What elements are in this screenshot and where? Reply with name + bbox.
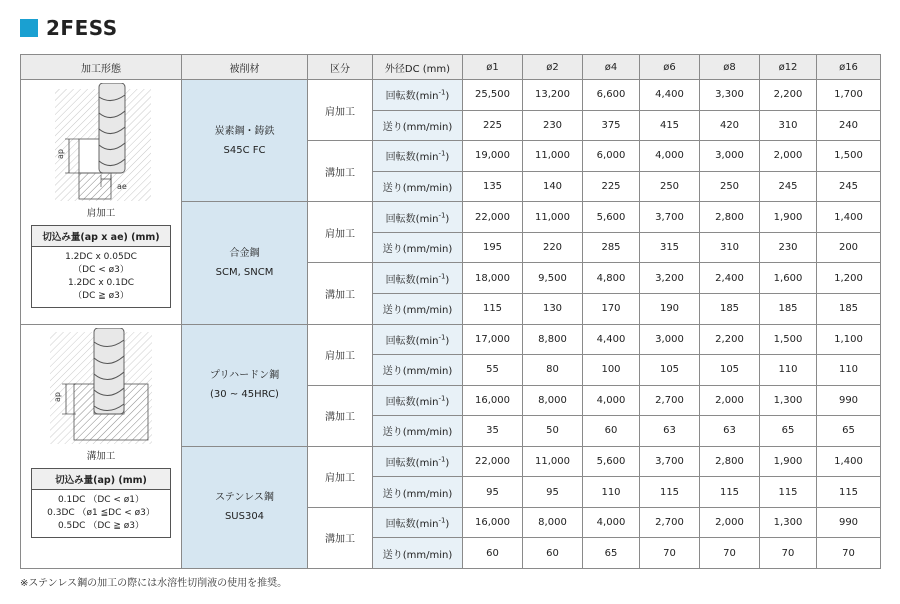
slot-milling-diagram — [46, 328, 156, 446]
feed-value: 60 — [523, 538, 583, 569]
feed-value: 315 — [640, 232, 700, 263]
rpm-unit-exponent: -1 — [438, 88, 446, 97]
rpm-value: 4,800 — [583, 263, 640, 294]
column-header: ø2 — [523, 55, 583, 80]
rpm-value: 4,400 — [583, 324, 640, 355]
feed-value: 115 — [640, 477, 700, 508]
rpm-value: 17,000 — [463, 324, 523, 355]
feed-label-cell: 送り(mm/min) — [373, 171, 463, 202]
rpm-value: 8,000 — [523, 507, 583, 538]
rpm-label: 回転数 — [385, 91, 416, 103]
rpm-unit: (min — [415, 396, 439, 408]
column-header: 被削材 — [182, 55, 308, 80]
operation-cell: 肩加工 — [308, 446, 373, 507]
feed-value: 95 — [463, 477, 523, 508]
rpm-label-cell — [373, 385, 463, 416]
feed-value: 250 — [700, 171, 760, 202]
feed-value: 135 — [463, 171, 523, 202]
shoulder-milling-diagram — [51, 83, 151, 203]
rpm-unit: (min — [415, 274, 439, 286]
rpm-label-cell — [373, 507, 463, 538]
feed-label-cell: 送り(mm/min) — [373, 538, 463, 569]
rpm-value: 2,000 — [700, 385, 760, 416]
rpm-label-cell — [373, 80, 463, 111]
rpm-unit: (min — [415, 152, 439, 164]
diagram2-depth-values — [31, 489, 171, 538]
rpm-unit-close: ) — [445, 274, 450, 286]
material-grade: SCM, SNCM — [215, 266, 274, 278]
rpm-value: 2,000 — [760, 141, 817, 172]
feed-value: 70 — [700, 538, 760, 569]
feed-value: 105 — [700, 355, 760, 386]
operation-cell: 肩加工 — [308, 80, 373, 141]
diagram2-caption: 溝加工 — [86, 450, 116, 462]
rpm-value: 9,500 — [523, 263, 583, 294]
operation-cell: 肩加工 — [308, 202, 373, 263]
ap-dimension-label: ap — [53, 391, 62, 402]
rpm-unit: (min — [415, 213, 439, 225]
rpm-label: 回転数 — [385, 213, 416, 225]
rpm-value: 22,000 — [463, 446, 523, 477]
column-header: ø1 — [463, 55, 523, 80]
rpm-label-cell — [373, 202, 463, 233]
rpm-value: 4,000 — [583, 507, 640, 538]
rpm-value: 8,000 — [523, 385, 583, 416]
feed-value: 95 — [523, 477, 583, 508]
rpm-value: 2,800 — [700, 446, 760, 477]
column-header: 区分 — [308, 55, 373, 80]
feed-value: 415 — [640, 110, 700, 141]
operation-cell: 溝加工 — [308, 507, 373, 568]
depth-line: 1.2DC x 0.1DC — [67, 278, 135, 289]
rpm-value: 4,400 — [640, 80, 700, 111]
rpm-label-cell — [373, 141, 463, 172]
rpm-value: 5,600 — [583, 446, 640, 477]
rpm-value: 3,700 — [640, 446, 700, 477]
rpm-value: 1,700 — [817, 80, 881, 111]
feed-value: 240 — [817, 110, 881, 141]
rpm-value: 1,500 — [817, 141, 881, 172]
rpm-value: 3,300 — [700, 80, 760, 111]
rpm-value: 6,600 — [583, 80, 640, 111]
rpm-value: 25,500 — [463, 80, 523, 111]
rpm-value: 16,000 — [463, 385, 523, 416]
rpm-unit: (min — [415, 519, 439, 531]
rpm-unit-close: ) — [445, 396, 450, 408]
column-header: 加工形態 — [21, 55, 182, 80]
feed-label-cell: 送り(mm/min) — [373, 232, 463, 263]
rpm-value: 8,800 — [523, 324, 583, 355]
feed-value: 245 — [760, 171, 817, 202]
ap-dimension-label: ap — [56, 149, 65, 159]
rpm-value: 4,000 — [640, 141, 700, 172]
feed-value: 60 — [583, 416, 640, 447]
rpm-value: 19,000 — [463, 141, 523, 172]
rpm-label: 回転数 — [385, 152, 416, 164]
rpm-unit-exponent: -1 — [438, 150, 446, 159]
feed-value: 50 — [523, 416, 583, 447]
rpm-value: 2,000 — [700, 507, 760, 538]
rpm-value: 1,500 — [760, 324, 817, 355]
rpm-value: 2,800 — [700, 202, 760, 233]
rpm-unit-exponent: -1 — [438, 394, 446, 403]
feed-value: 375 — [583, 110, 640, 141]
rpm-unit-close: ) — [445, 458, 450, 470]
rpm-value: 1,100 — [817, 324, 881, 355]
rpm-label: 回転数 — [385, 335, 416, 347]
header-row — [21, 55, 881, 80]
rpm-value: 1,400 — [817, 446, 881, 477]
feed-value: 130 — [523, 293, 583, 324]
operation-cell: 肩加工 — [308, 324, 373, 385]
feed-label-cell: 送り(mm/min) — [373, 110, 463, 141]
operation-cell: 溝加工 — [308, 141, 373, 202]
rpm-value: 990 — [817, 507, 881, 538]
material-name: ステンレス鋼 — [215, 492, 274, 504]
rpm-label-cell — [373, 324, 463, 355]
rpm-value: 990 — [817, 385, 881, 416]
rpm-label: 回転数 — [385, 458, 416, 470]
feed-label-cell: 送り(mm/min) — [373, 477, 463, 508]
feed-value: 63 — [640, 416, 700, 447]
rpm-label: 回転数 — [385, 519, 416, 531]
feed-value: 110 — [817, 355, 881, 386]
diagram1-depth-values — [31, 246, 171, 308]
feed-label-cell: 送り(mm/min) — [373, 416, 463, 447]
depth-line: 0.5DC （DC ≧ ø3） — [57, 520, 145, 531]
feed-value: 200 — [817, 232, 881, 263]
rpm-value: 22,000 — [463, 202, 523, 233]
feed-value: 65 — [817, 416, 881, 447]
feed-value: 105 — [640, 355, 700, 386]
material-name: 炭素鋼・鋳鉄 — [214, 125, 275, 137]
cutting-conditions-table — [20, 54, 881, 569]
feed-value: 70 — [640, 538, 700, 569]
operation-cell: 溝加工 — [308, 385, 373, 446]
depth-line: 0.3DC （ø1 ≦DC < ø3） — [47, 507, 155, 518]
diagram1-panel — [21, 83, 181, 327]
feed-value: 110 — [760, 355, 817, 386]
material-name: 合金鋼 — [229, 247, 260, 259]
rpm-value: 18,000 — [463, 263, 523, 294]
feed-value: 70 — [817, 538, 881, 569]
rpm-unit-close: ) — [445, 335, 450, 347]
feed-value: 225 — [463, 110, 523, 141]
material-cell — [182, 446, 308, 568]
column-header: 外径DC (mm) — [373, 55, 463, 80]
rpm-value: 1,600 — [760, 263, 817, 294]
feed-value: 420 — [700, 110, 760, 141]
operation-cell: 溝加工 — [308, 263, 373, 324]
material-grade: (30 ~ 45HRC) — [210, 389, 279, 401]
feed-value: 115 — [760, 477, 817, 508]
material-grade: SUS304 — [224, 511, 265, 523]
rpm-value: 1,900 — [760, 202, 817, 233]
feed-value: 170 — [583, 293, 640, 324]
rpm-unit: (min — [415, 335, 439, 347]
feed-value: 185 — [760, 293, 817, 324]
rpm-value: 5,600 — [583, 202, 640, 233]
rpm-unit-close: ) — [445, 519, 450, 531]
feed-value: 55 — [463, 355, 523, 386]
depth-line: （DC ≧ ø3） — [73, 291, 129, 302]
rpm-value: 3,000 — [640, 324, 700, 355]
rpm-value: 1,400 — [817, 202, 881, 233]
feed-value: 110 — [583, 477, 640, 508]
diagram2-depth-title: 切込み量(ap) (mm) — [31, 468, 171, 489]
rpm-value: 2,400 — [700, 263, 760, 294]
feed-value: 220 — [523, 232, 583, 263]
diagram1-caption: 肩加工 — [86, 208, 116, 219]
feed-value: 230 — [523, 110, 583, 141]
column-header: ø6 — [640, 55, 700, 80]
title-marker — [20, 19, 38, 37]
rpm-value: 13,200 — [523, 80, 583, 111]
table-row — [21, 80, 881, 111]
rpm-unit-close: ) — [445, 91, 450, 103]
diagram2-panel — [21, 328, 181, 572]
feed-value: 190 — [640, 293, 700, 324]
rpm-unit: (min — [415, 458, 439, 470]
depth-line: 0.1DC （DC < ø1） — [57, 494, 145, 505]
rpm-value: 16,000 — [463, 507, 523, 538]
diagram2-cell — [21, 324, 182, 569]
depth-line: 1.2DC x 0.05DC — [65, 252, 137, 262]
rpm-value: 1,300 — [760, 507, 817, 538]
rpm-value: 11,000 — [523, 141, 583, 172]
rpm-value: 3,000 — [700, 141, 760, 172]
footnote: ※ステンレス鋼の加工の際には水溶性切削液の使用を推奨。 — [20, 578, 288, 589]
feed-value: 195 — [463, 232, 523, 263]
rpm-value: 1,300 — [760, 385, 817, 416]
feed-value: 225 — [583, 171, 640, 202]
table-body — [21, 80, 881, 569]
feed-value: 115 — [817, 477, 881, 508]
rpm-unit-close: ) — [445, 152, 450, 164]
rpm-label-cell — [373, 446, 463, 477]
rpm-value: 2,700 — [640, 385, 700, 416]
rpm-value: 2,200 — [760, 80, 817, 111]
feed-value: 100 — [583, 355, 640, 386]
rpm-value: 4,000 — [583, 385, 640, 416]
material-name: プリハードン鋼 — [209, 370, 280, 382]
feed-label-cell: 送り(mm/min) — [373, 355, 463, 386]
column-header: ø8 — [700, 55, 760, 80]
rpm-unit-exponent: -1 — [438, 516, 446, 525]
rpm-unit-exponent: -1 — [438, 333, 446, 342]
material-cell — [182, 202, 308, 324]
depth-line: （DC < ø3） — [73, 265, 129, 276]
feed-value: 245 — [817, 171, 881, 202]
feed-label-cell: 送り(mm/min) — [373, 293, 463, 324]
rpm-value: 6,000 — [583, 141, 640, 172]
feed-value: 80 — [523, 355, 583, 386]
feed-value: 115 — [463, 293, 523, 324]
feed-value: 70 — [760, 538, 817, 569]
rpm-value: 3,200 — [640, 263, 700, 294]
feed-value: 115 — [700, 477, 760, 508]
feed-value: 285 — [583, 232, 640, 263]
ae-dimension-label: ae — [117, 182, 127, 191]
feed-value: 60 — [463, 538, 523, 569]
rpm-value: 1,900 — [760, 446, 817, 477]
feed-value: 185 — [817, 293, 881, 324]
feed-value: 185 — [700, 293, 760, 324]
rpm-value: 11,000 — [523, 202, 583, 233]
feed-value: 310 — [700, 232, 760, 263]
table-row — [21, 324, 881, 355]
rpm-label-cell — [373, 263, 463, 294]
rpm-value: 2,700 — [640, 507, 700, 538]
feed-value: 63 — [700, 416, 760, 447]
rpm-label: 回転数 — [385, 274, 416, 286]
column-header: ø4 — [583, 55, 640, 80]
rpm-label: 回転数 — [385, 396, 416, 408]
rpm-value: 3,700 — [640, 202, 700, 233]
column-header: ø12 — [760, 55, 817, 80]
rpm-unit-exponent: -1 — [438, 272, 446, 281]
rpm-unit-exponent: -1 — [438, 455, 446, 464]
page-title: 2FESS — [46, 16, 118, 40]
feed-value: 230 — [760, 232, 817, 263]
material-grade: S45C FC — [223, 144, 266, 156]
feed-value: 310 — [760, 110, 817, 141]
column-header: ø16 — [817, 55, 881, 80]
title-area — [20, 12, 118, 44]
rpm-unit-exponent: -1 — [438, 211, 446, 220]
feed-value: 140 — [523, 171, 583, 202]
diagram1-cell — [21, 80, 182, 325]
feed-value: 250 — [640, 171, 700, 202]
feed-value: 65 — [760, 416, 817, 447]
rpm-unit: (min — [415, 91, 439, 103]
rpm-unit-close: ) — [445, 213, 450, 225]
rpm-value: 11,000 — [523, 446, 583, 477]
material-cell — [182, 324, 308, 446]
feed-value: 65 — [583, 538, 640, 569]
diagram1-depth-title: 切込み量(ap x ae) (mm) — [31, 225, 171, 246]
rpm-value: 1,200 — [817, 263, 881, 294]
rpm-value: 2,200 — [700, 324, 760, 355]
material-cell — [182, 80, 308, 202]
feed-value: 35 — [463, 416, 523, 447]
